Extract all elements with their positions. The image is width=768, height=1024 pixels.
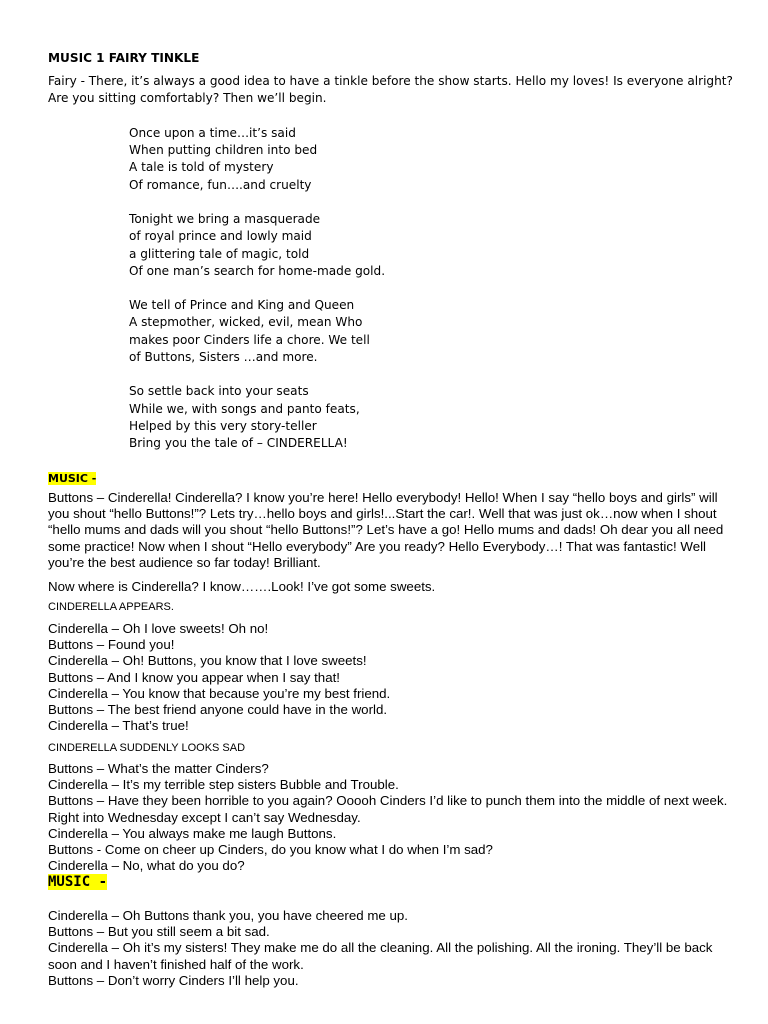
music-cue-1 — [48, 470, 96, 487]
poem-line: Bring you the tale of – CINDERELLA! — [129, 435, 348, 450]
poem-line: Of romance, fun….and cruelty — [129, 177, 312, 192]
poem-line: We tell of Prince and King and Queen — [129, 298, 355, 313]
dialogue-line: Buttons – What’s the matter Cinders? — [48, 761, 269, 776]
dialogue-block-3 — [48, 908, 738, 989]
buttons-speech-2: Now where is Cinderella? I know…….Look! I’ve got some sweets. — [48, 579, 436, 594]
section-heading: MUSIC 1 FAIRY TINKLE — [48, 51, 200, 65]
poem-stanza — [129, 383, 529, 452]
poem-line: Tonight we bring a masquerade — [129, 212, 321, 227]
stage-direction-1: CINDERELLA APPEARS. — [48, 601, 174, 613]
dialogue-line: Cinderella – You know that because you’re my best friend. — [48, 685, 391, 701]
dialogue-line: Buttons – Found you! — [48, 637, 175, 653]
music-cue-2 — [48, 874, 107, 891]
poem-line: A stepmother, wicked, evil, mean Who — [129, 315, 363, 330]
dialogue-line: Buttons – Don’t worry Cinders I’ll help you. — [48, 972, 299, 988]
dialogue-line: Cinderella – Oh I love sweets! Oh no! — [48, 621, 269, 636]
poem-stanza — [129, 125, 529, 194]
stage-direction-2: CINDERELLA SUDDENLY LOOKS SAD — [48, 742, 246, 754]
dialogue-line: Cinderella – It’s my terrible step sisters Bubble and Trouble. — [48, 777, 399, 793]
dialogue-line: Buttons – The best friend anyone could have in the world. — [48, 702, 388, 718]
poem-line: When putting children into bed — [129, 143, 318, 158]
poem-line: Once upon a time…it’s said — [129, 126, 296, 140]
poem-stanza — [129, 211, 529, 280]
poem — [129, 125, 529, 469]
buttons-speech-1: Buttons – Cinderella! Cinderella? I know you’re here! Hello everybody! Hello! When I say “hello boys and girls” will you shout “hello Buttons!”? Lets try…hello boys and girls!...Start the car!. Well that was just ok…now when I shout “hello mums and dads will you shout “hello Buttons!”? Let’s have a go! Hello mums and dads! Oh dear you all need some practice! Now when I shout “Hello everybody” Are you ready? Hello Everybody…! That was fantastic! Well you’re the best audience so far today! Brilliant. — [48, 490, 724, 570]
dialogue-line: Cinderella – Oh! Buttons, you know that I love sweets! — [48, 653, 367, 669]
music-cue-1-label: MUSIC - — [48, 472, 97, 485]
poem-line: of royal prince and lowly maid — [129, 229, 312, 244]
dialogue-line: Buttons - Come on cheer up Cinders, do you know what I do when I’m sad? — [48, 842, 493, 858]
fairy-intro: Fairy - There, it’s always a good idea to have a tinkle before the show starts. Hello my loves! Is everyone alright? Are you sitting comfortably? Then we’ll begin. — [48, 74, 733, 106]
dialogue-line: Buttons – Have they been horrible to you again? Ooooh Cinders I’d like to punch them into the middle of next week. Right into Wednesday except I can’t say Wednesday. — [48, 793, 728, 825]
dialogue-line: Cinderella – You always make me laugh Buttons. — [48, 825, 337, 841]
poem-line: Of one man’s search for home-made gold. — [129, 263, 386, 278]
dialogue-line: Buttons – And I know you appear when I say that! — [48, 669, 340, 685]
dialogue-line: Buttons – But you still seem a bit sad. — [48, 924, 270, 940]
poem-line: Helped by this very story-teller — [129, 418, 317, 433]
poem-stanza — [129, 297, 529, 366]
dialogue-line: Cinderella – No, what do you do? — [48, 858, 245, 874]
poem-line: While we, with songs and panto feats, — [129, 401, 360, 416]
poem-line: So settle back into your seats — [129, 384, 309, 399]
dialogue-line: Cinderella – Oh Buttons thank you, you have cheered me up. — [48, 908, 408, 923]
music-cue-2-label: MUSIC - — [48, 874, 108, 890]
dialogue-line: Cinderella – Oh it’s my sisters! They make me do all the cleaning. All the polishing. All the ironing. They’ll be back soon and I haven’t finished half of the work. — [48, 940, 713, 972]
dialogue-block-2 — [48, 761, 738, 874]
poem-line: makes poor Cinders life a chore. We tell — [129, 332, 370, 347]
poem-line: of Buttons, Sisters …and more. — [129, 349, 318, 364]
poem-line: a glittering tale of magic, told — [129, 246, 310, 261]
poem-line: A tale is told of mystery — [129, 160, 274, 175]
dialogue-line: Cinderella – That’s true! — [48, 718, 189, 734]
dialogue-block-1 — [48, 621, 738, 734]
